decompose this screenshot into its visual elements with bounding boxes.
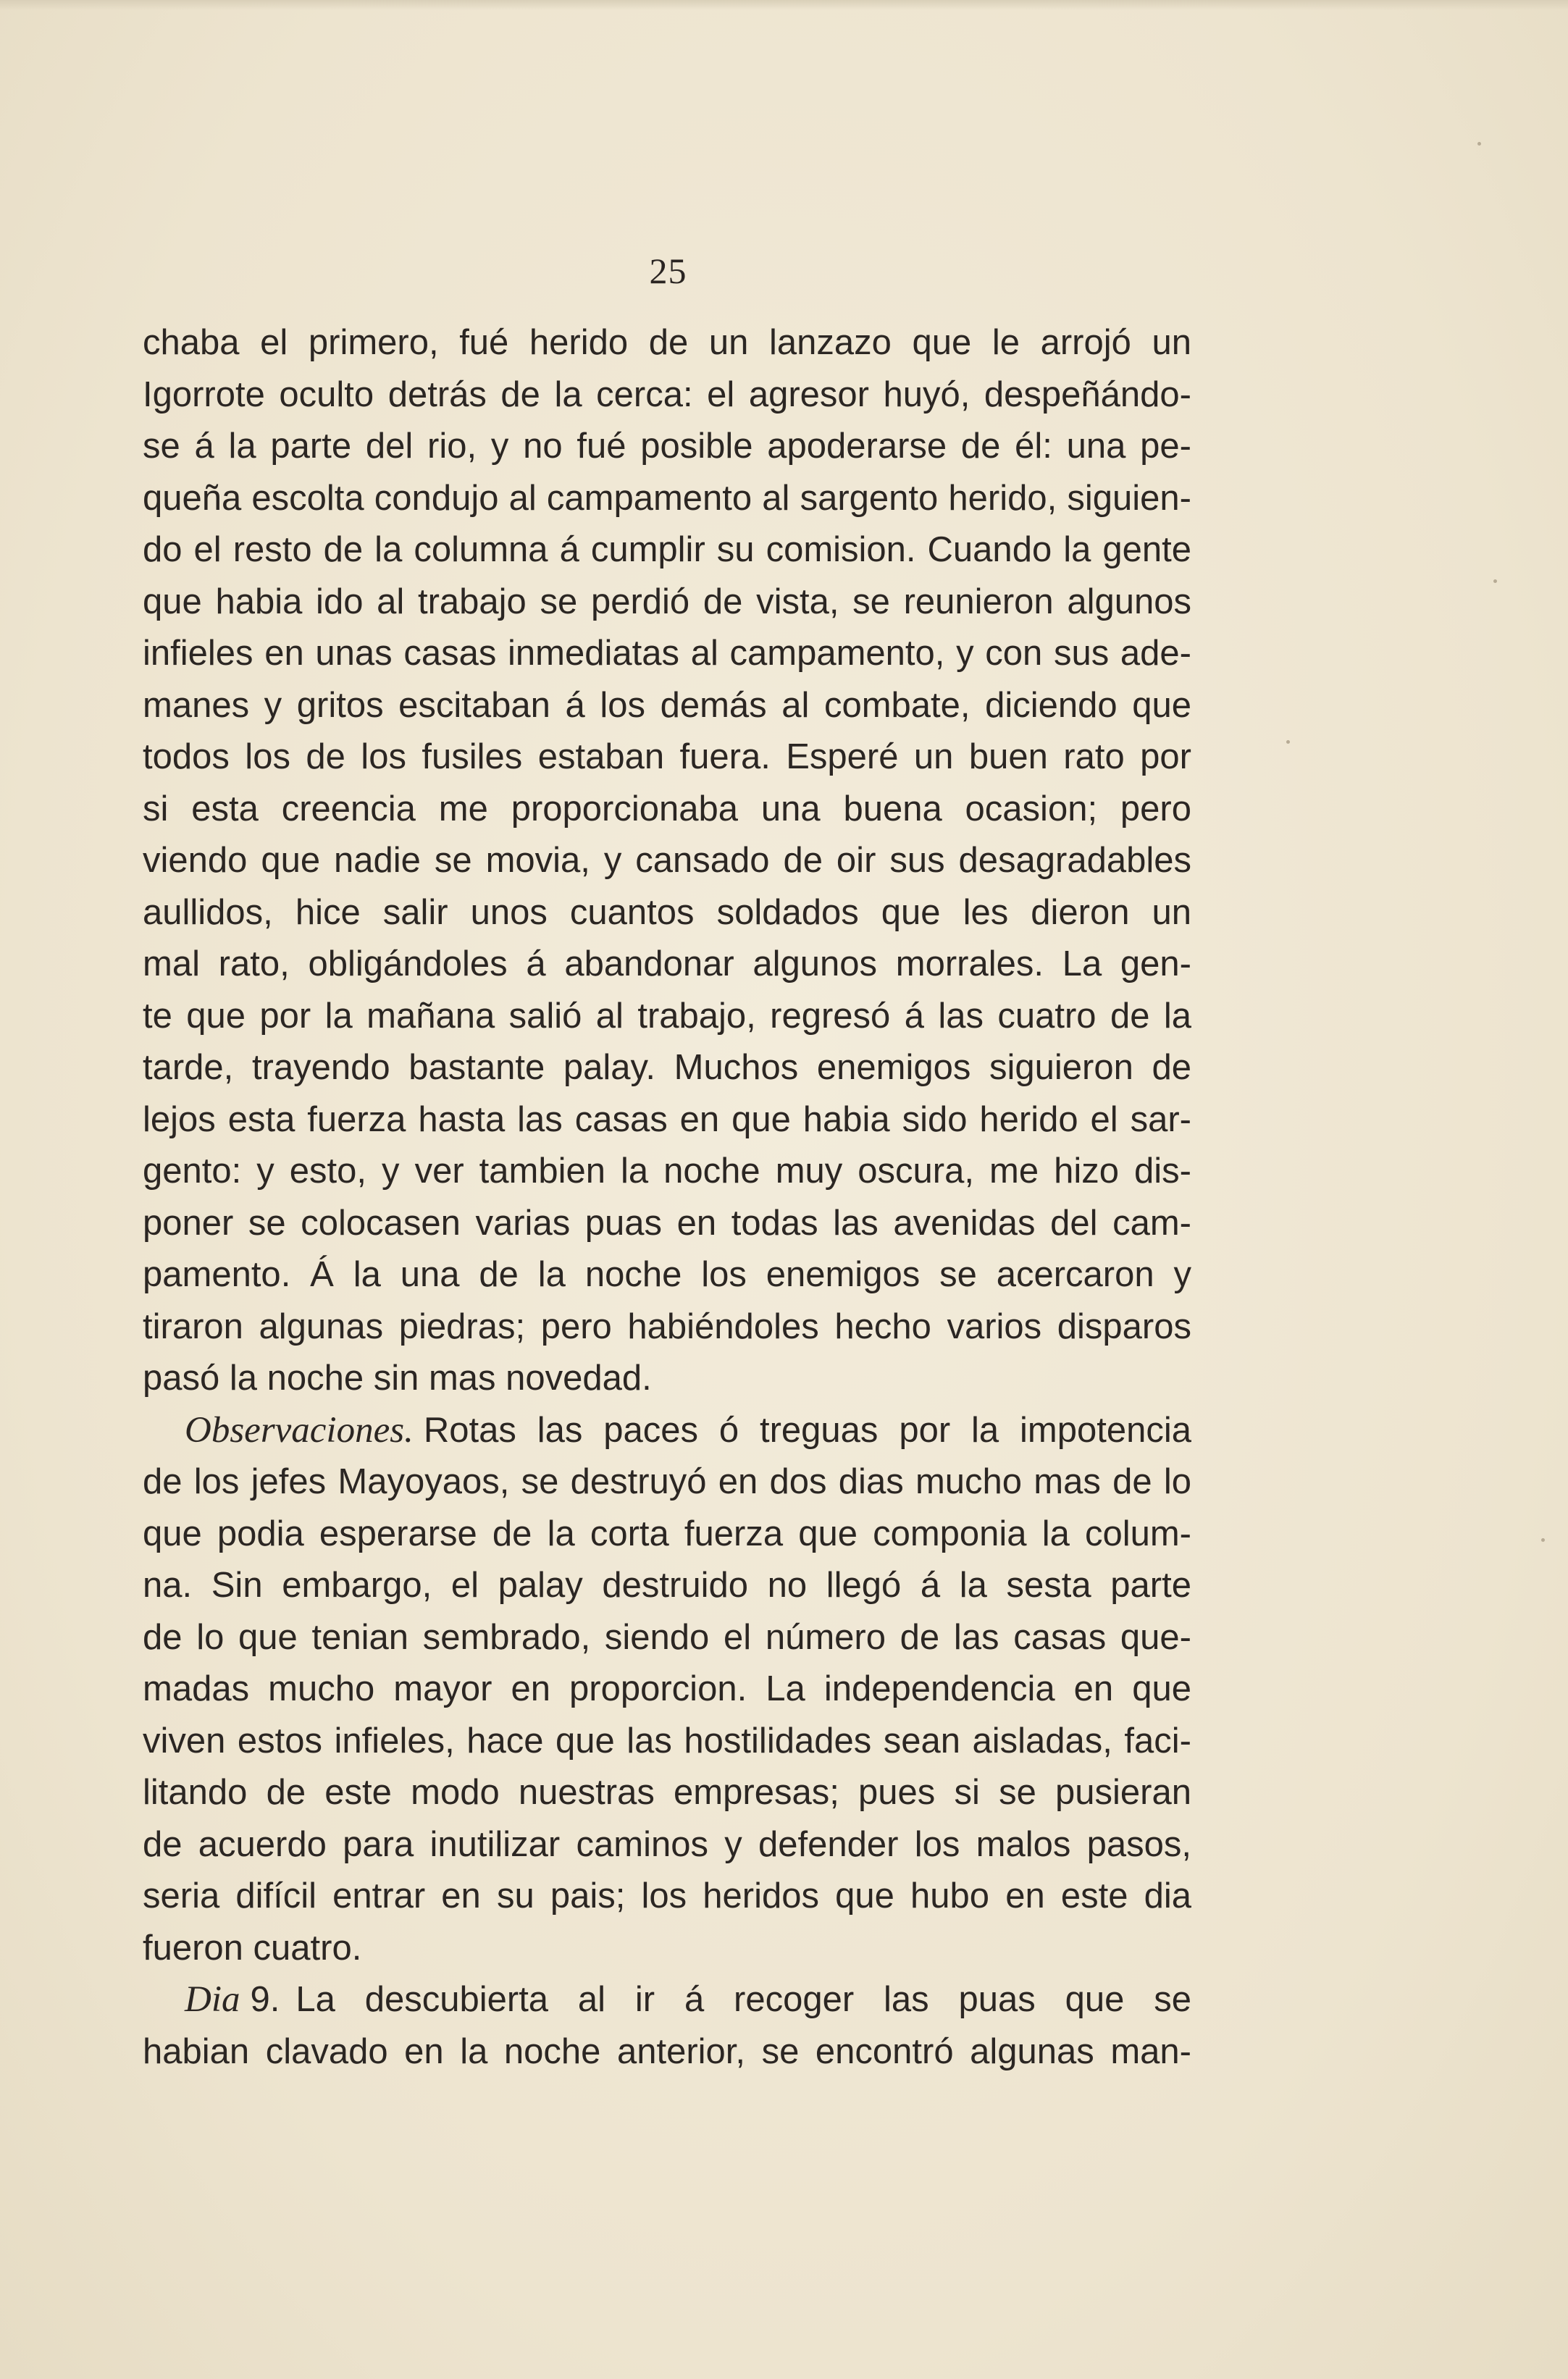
line-text: manes y gritos escitaban á los demás al combate, diciendo que	[143, 685, 1191, 725]
line-text: do el resto de la columna á cumplir su comision. Cuando la gente	[143, 530, 1191, 569]
text-line	[143, 1871, 1191, 1923]
paragraph-lead: Dia	[185, 1979, 240, 2020]
text-line	[143, 2026, 1191, 2078]
text-line	[143, 1198, 1191, 1250]
text-line	[143, 1560, 1191, 1612]
text-line	[143, 1974, 1191, 2026]
text-line	[143, 1716, 1191, 1768]
paragraph-lead: Observaciones.	[185, 1409, 414, 1451]
line-text: mal rato, obligándoles á abandonar algunos morrales. La gen-	[143, 944, 1191, 983]
text-line	[143, 576, 1191, 629]
line-text: La descubierta al ir á recoger las puas que se	[295, 1980, 1191, 2019]
text-line	[143, 1146, 1191, 1198]
text-line	[143, 835, 1191, 887]
line-text: tarde, trayendo bastante palay. Muchos enemigos siguieron de	[143, 1048, 1191, 1087]
body-text	[143, 317, 1191, 2078]
line-text: se á la parte del rio, y no fué posible apoderarse de él: una pe-	[143, 427, 1191, 466]
line-text: infieles en unas casas inmediatas al campamento, y con sus ade-	[143, 634, 1191, 673]
line-text: Rotas las paces ó treguas por la impotencia	[423, 1410, 1191, 1450]
text-line	[143, 887, 1191, 939]
scan-speck	[1477, 142, 1481, 146]
text-line	[143, 939, 1191, 991]
line-text: madas mucho mayor en proporcion. La independencia en que	[143, 1669, 1191, 1708]
line-text: te que por la mañana salió al trabajo, regresó á las cuatro de la	[143, 996, 1191, 1036]
text-line	[143, 991, 1191, 1043]
text-line	[143, 473, 1191, 525]
text-line	[143, 680, 1191, 732]
line-text: queña escolta condujo al campamento al sargento herido, siguien-	[143, 478, 1191, 518]
line-text: si esta creencia me proporcionaba una buena ocasion; pero	[143, 789, 1191, 828]
text-line	[143, 1767, 1191, 1819]
scan-speck	[1493, 579, 1497, 583]
text-line	[143, 421, 1191, 473]
text-line	[143, 1663, 1191, 1716]
scan-speck	[1541, 1538, 1545, 1542]
line-text: de acuerdo para inutilizar caminos y defender los malos pasos,	[143, 1824, 1191, 1864]
day-number: 9.	[250, 1980, 280, 2019]
line-text: habian clavado en la noche anterior, se encontró algunas man-	[143, 2031, 1191, 2071]
text-line	[143, 1353, 1191, 1405]
text-line	[143, 524, 1191, 576]
text-line	[143, 1456, 1191, 1509]
line-text: aullidos, hice salir unos cuantos soldados que les dieron un	[143, 892, 1191, 932]
page-top-edge	[0, 0, 1568, 10]
line-text: seria difícil entrar en su pais; los heridos que hubo en este dia	[143, 1876, 1191, 1916]
scan-speck	[1286, 740, 1290, 744]
line-text: que podia esperarse de la corta fuerza que componia la colum-	[143, 1514, 1191, 1553]
line-text: tiraron algunas piedras; pero habiéndoles hecho varios disparos	[143, 1306, 1191, 1346]
text-line	[143, 1405, 1191, 1457]
line-text: Igorrote oculto detrás de la cerca: el agresor huyó, despeñándo-	[143, 374, 1191, 414]
text-line	[143, 1923, 1191, 1975]
line-text: lejos esta fuerza hasta las casas en que habia sido herido el sar-	[143, 1099, 1191, 1139]
line-text: todos los de los fusiles estaban fuera. Esperé un buen rato por	[143, 737, 1191, 776]
line-text: na. Sin embargo, el palay destruido no llegó á la sesta parte	[143, 1566, 1191, 1605]
page-number: 25	[649, 251, 687, 291]
text-line	[143, 731, 1191, 784]
line-text: chaba el primero, fué herido de un lanzazo que le arrojó un	[143, 323, 1191, 362]
line-text: viven estos infieles, hace que las hostilidades sean aisladas, faci-	[143, 1721, 1191, 1761]
line-text: fueron cuatro.	[143, 1928, 362, 1968]
text-line	[143, 1094, 1191, 1146]
text-line	[143, 1819, 1191, 1871]
text-line	[143, 317, 1191, 369]
line-text: que habia ido al trabajo se perdió de vista, se reunieron algunos	[143, 582, 1191, 621]
line-text: viendo que nadie se movia, y cansado de oir sus desagradables	[143, 841, 1191, 880]
text-line	[143, 1042, 1191, 1094]
text-line	[143, 369, 1191, 421]
line-text: pamento. Á la una de la noche los enemigos se acercaron y	[143, 1255, 1191, 1294]
line-text: de los jefes Mayoyaos, se destruyó en dos dias mucho mas de lo	[143, 1462, 1191, 1501]
line-text: litando de este modo nuestras empresas; pues si se pusieran	[143, 1773, 1191, 1812]
text-line	[143, 1249, 1191, 1301]
line-text: de lo que tenian sembrado, siendo el número de las casas que-	[143, 1617, 1191, 1657]
text-line	[143, 784, 1191, 836]
line-text: pasó la noche sin mas novedad.	[143, 1359, 652, 1398]
text-line	[143, 1301, 1191, 1354]
line-text: poner se colocasen varias puas en todas las avenidas del cam-	[143, 1203, 1191, 1243]
text-line	[143, 628, 1191, 680]
text-line	[143, 1509, 1191, 1561]
text-line	[143, 1612, 1191, 1664]
line-text: gento: y esto, y ver tambien la noche muy oscura, me hizo dis-	[143, 1151, 1191, 1191]
